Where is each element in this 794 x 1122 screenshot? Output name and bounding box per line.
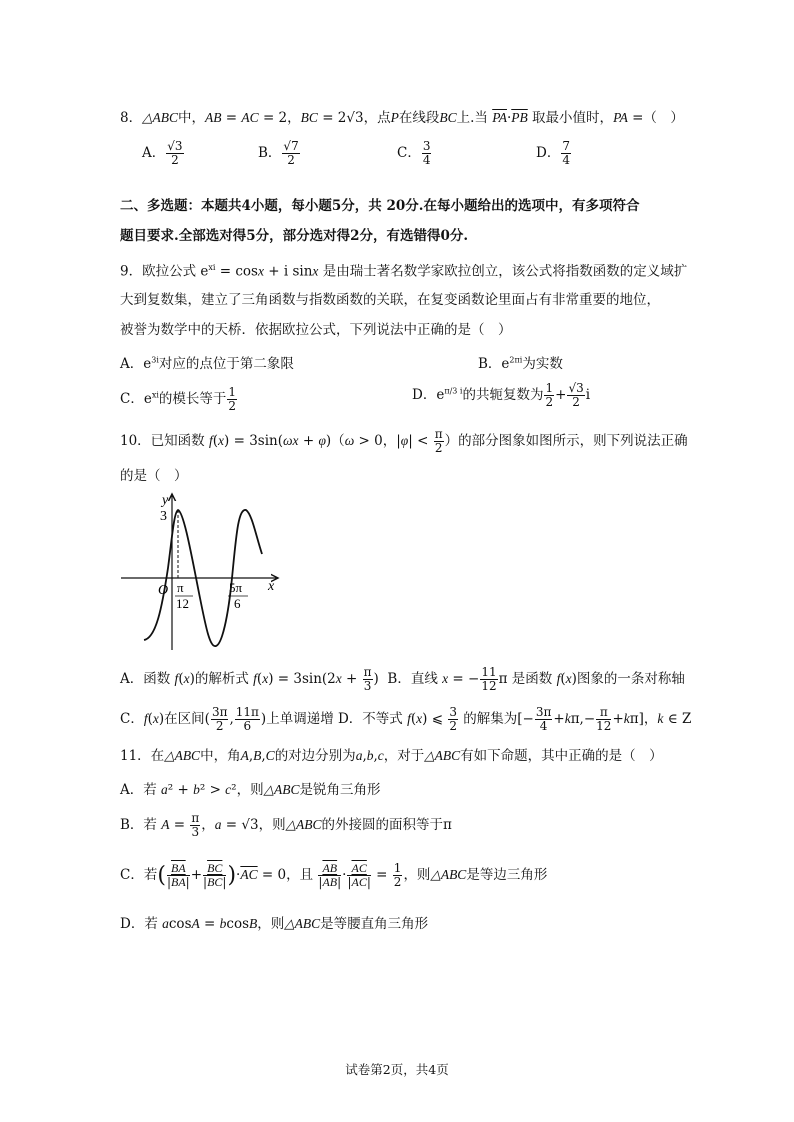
q8-stem: 8．△ABC中，AB = AC = 2，BC = 2√3，点P在线段BC上.当 $\overline{PA}\cdot\overline{PB}$ 取最小值时，PA =（ ） [120, 110, 684, 126]
q9-option-a: A．$e^{3i}$对应的点位于第二象限 [120, 355, 294, 372]
x-axis-label: x [268, 579, 275, 594]
q10-line2: 的是（ ） [120, 468, 188, 484]
q11-option-d: D．若 acosA = bcosB，则△ABC是等腰直角三角形 [120, 916, 429, 932]
q10-option-ab: A．函数 f(x)的解析式 f(x) = 3sin(2x + $\frac{\pi}{3}$ ) B．直线 x = − $\frac{11}{12}$ π 是函数 f(x)图象的一条对称轴 [120, 665, 685, 693]
q10-line1: 10．已知函数 f(x) = 3sin(ωx + φ)（ω > 0，|φ| < $\frac{\pi}{2}$ ）的部分图象如图所示，则下列说法正确 [120, 427, 688, 455]
tick1-den: 12 [176, 596, 189, 611]
q11-option-a: A．若 a² + b² > c²，则△ABC是锐角三角形 [120, 782, 381, 798]
section2-heading-line1: 二、多选题：本题共4小题，每小题5分，共 20分.在每小题给出的选项中，有多项符合 [120, 198, 640, 214]
origin-label: O [158, 583, 169, 598]
q11-option-c: C．若( $\frac{\overline{BA}}{|\overline{BA}|}$ + $\frac{\overline{BC}}{|\overline{BC}|}$ )$\cdot\overline{AC} = 0$，且 $\frac{\overline{AB}}{|\overline{AB}|}$ · $\frac{\overline{AC}}{|\overline{AC}|}$ = $\frac{1}{2}$ ，则△ABC是等边三角形 [120, 861, 548, 889]
q9-line3: 被誉为数学中的天桥．依据欧拉公式，下列说法中正确的是（ ） [120, 322, 512, 338]
q8-option-d: D． $\frac{7}{4}$ [536, 139, 570, 167]
q9-option-c: C．$e^{xi}$的模长等于 $\frac{1}{2}$ [120, 385, 237, 413]
tick1-num: π [177, 580, 184, 595]
page-footer: 试卷第2页，共4页 [345, 1062, 449, 1077]
q11-option-b: B．若 A = $\frac{\pi}{3}$ ，a = √3，则△ABC的外接圆的面积等于π [120, 811, 452, 839]
q8-option-c: C． $\frac{3}{4}$ [397, 139, 431, 167]
amplitude-label: 3 [160, 509, 167, 524]
q9-option-d: D．$e^{\pi/3 i}$的共轭复数为 $\frac{1}{2}$ + $\frac{√3}{2}$ i [412, 381, 591, 409]
q9-line2: 大到复数集，建立了三角函数与指数函数的关联，在复变函数论里面占有非常重要的地位， [120, 292, 660, 308]
tick2-num: 5π [229, 580, 243, 595]
q8-option-a: A． $\frac{√3}{2}$ [142, 139, 183, 167]
y-axis-label: y [162, 493, 169, 508]
tick2-den: 6 [234, 596, 241, 611]
q9-line1: 9．欧拉公式 $e^{xi} = \cos x + i$ sinx 是由瑞士著名数学家欧拉创立，该公式将指数函数的定义域扩 [120, 263, 688, 280]
q10-graph [116, 488, 296, 658]
q10-option-cd: C．f(x)在区间( $\frac{3\pi}{2}$ , $\frac{11\pi}{6}$ )上单调递增 D．不等式 f(x) ⩽ $\frac{3}{2}$ 的解集为[− $\frac{3\pi}{4}$ +kπ,− $\frac{\pi}{12}$ +kπ]，k ∈ Z [120, 705, 692, 733]
q9-option-b: B．$e^{2\pi i}$为实数 [478, 355, 563, 372]
q8-option-b: B． $\frac{√7}{2}$ [258, 139, 299, 167]
section2-heading-line2: 题目要求.全部选对得5分，部分选对得2分，有选错得0分. [120, 228, 469, 244]
q11-stem: 11．在△ABC中，角A,B,C的对边分别为a,b,c，对于△ABC有如下命题，其中正确的是（ ） [120, 748, 663, 764]
